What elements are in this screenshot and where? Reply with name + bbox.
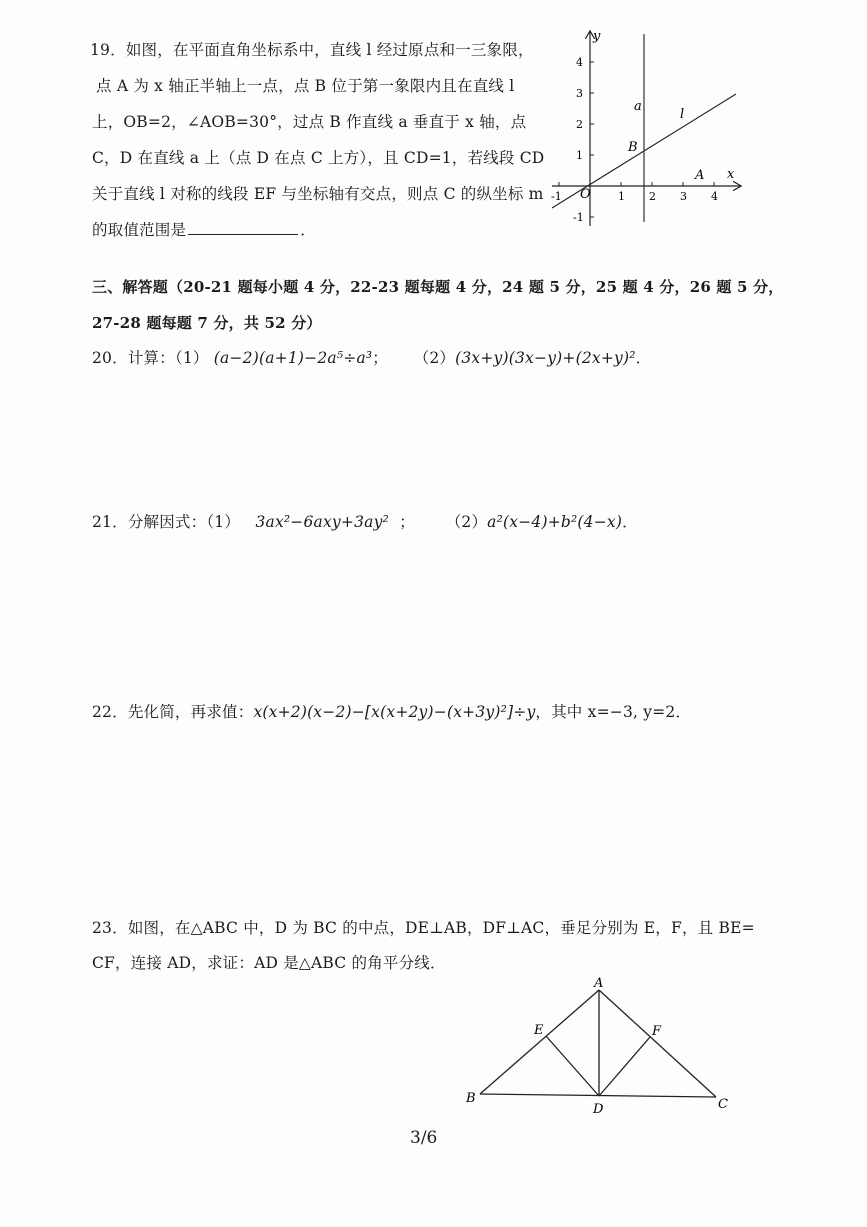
- line-l-label: l: [680, 107, 685, 122]
- line-a-label: a: [634, 99, 642, 114]
- q22-label: 22．先化简，再求值：: [92, 703, 254, 721]
- q20-end: ．: [635, 349, 652, 367]
- q21-label: 21．分解因式：（1）: [92, 513, 241, 531]
- x-axis-label: x: [727, 167, 735, 182]
- point-e-label: E: [534, 1023, 544, 1038]
- point-b-label: B: [628, 140, 638, 155]
- q19-line-3: 上，OB=2，∠AOB=30°，过点 B 作直线 a 垂直于 x 轴，点: [92, 113, 527, 131]
- page-number: 3/6: [410, 1128, 438, 1148]
- x-tick-2: 2: [649, 190, 656, 203]
- q19-line-6-prefix: 的取值范围是: [92, 221, 187, 239]
- q20-sep: ；: [372, 349, 388, 367]
- segment-df: [599, 1037, 650, 1096]
- q19-line-1: 19．如图，在平面直角坐标系中，直线 l 经过原点和一三象限，: [90, 41, 534, 59]
- q20-expr-2: (3x+y)(3x−y)+(2x+y)²: [455, 349, 636, 367]
- y-tick-neg1: -1: [573, 211, 584, 224]
- y-tick-1: 1: [576, 149, 583, 162]
- q23-line-1: 23．如图，在△ABC 中，D 为 BC 的中点，DE⊥AB，DF⊥AC，垂足分别为 E，F，且 BE=: [92, 919, 755, 937]
- vertex-c-label: C: [718, 1097, 728, 1112]
- vertex-a-label: A: [594, 976, 604, 991]
- q19-line-5: 关于直线 l 对称的线段 EF 与坐标轴有交点，则点 C 的纵坐标 m: [92, 185, 544, 203]
- q23-line-2: CF，连接 AD，求证：AD 是△ABC 的角平分线．: [92, 954, 446, 972]
- side-ab: [480, 990, 599, 1094]
- section-3-header-line-1: 三、解答题（20-21 题每小题 4 分，22-23 题每题 4 分，24 题 5 分，25 题 4 分，26 题 5 分，: [92, 278, 784, 296]
- point-d-label: D: [593, 1102, 604, 1116]
- q21-expr-1: 3ax²−6axy+3ay²: [255, 513, 389, 531]
- coordinate-graph: [548, 22, 748, 242]
- q21-end: ．: [622, 513, 638, 531]
- q19-line-4: C，D 在直线 a 上（点 D 在点 C 上方），且 CD=1，若线段 CD: [92, 149, 545, 167]
- y-tick-4: 4: [576, 56, 583, 69]
- y-tick-2: 2: [576, 118, 583, 131]
- point-a-label: A: [695, 168, 705, 183]
- q22-expr: x(x+2)(x−2)−[x(x+2y)−(x+3y)²]÷y: [253, 703, 536, 721]
- x-tick-3: 3: [680, 190, 687, 203]
- segment-de: [546, 1036, 599, 1096]
- x-tick-neg1: -1: [551, 190, 562, 203]
- q22: [92, 700, 691, 722]
- q21-sep: ；: [399, 513, 415, 531]
- q20: [92, 346, 651, 368]
- point-f-label: F: [652, 1024, 662, 1039]
- y-axis-label: y: [593, 29, 601, 44]
- section-3-header-line-2: 27-28 题每题 7 分，共 52 分）: [92, 314, 322, 332]
- vertex-b-label: B: [466, 1091, 476, 1106]
- y-tick-3: 3: [576, 87, 583, 100]
- answer-blank[interactable]: [188, 220, 298, 235]
- q19-line-6: [92, 218, 316, 240]
- triangle-figure: [462, 976, 742, 1116]
- q19-line-6-suffix: ．: [300, 221, 316, 239]
- q20-label: 20．计算：（1）: [92, 349, 209, 367]
- q20-expr-1: (a−2)(a+1)−2a⁵÷a³: [213, 349, 373, 367]
- q21-expr-2: a²(x−4)+b²(4−x): [487, 513, 623, 531]
- side-ac: [599, 990, 716, 1097]
- x-tick-1: 1: [618, 190, 625, 203]
- q21: [92, 510, 638, 532]
- q19-line-2: 点 A 为 x 轴正半轴上一点，点 B 位于第一象限内且在直线 l: [96, 77, 515, 95]
- q20-part-2: （2）: [413, 349, 456, 367]
- x-tick-4: 4: [711, 190, 718, 203]
- q21-part-2: （2）: [445, 513, 488, 531]
- origin-label: O: [580, 187, 591, 202]
- q22-condition: ，其中 x=−3, y=2．: [535, 703, 692, 721]
